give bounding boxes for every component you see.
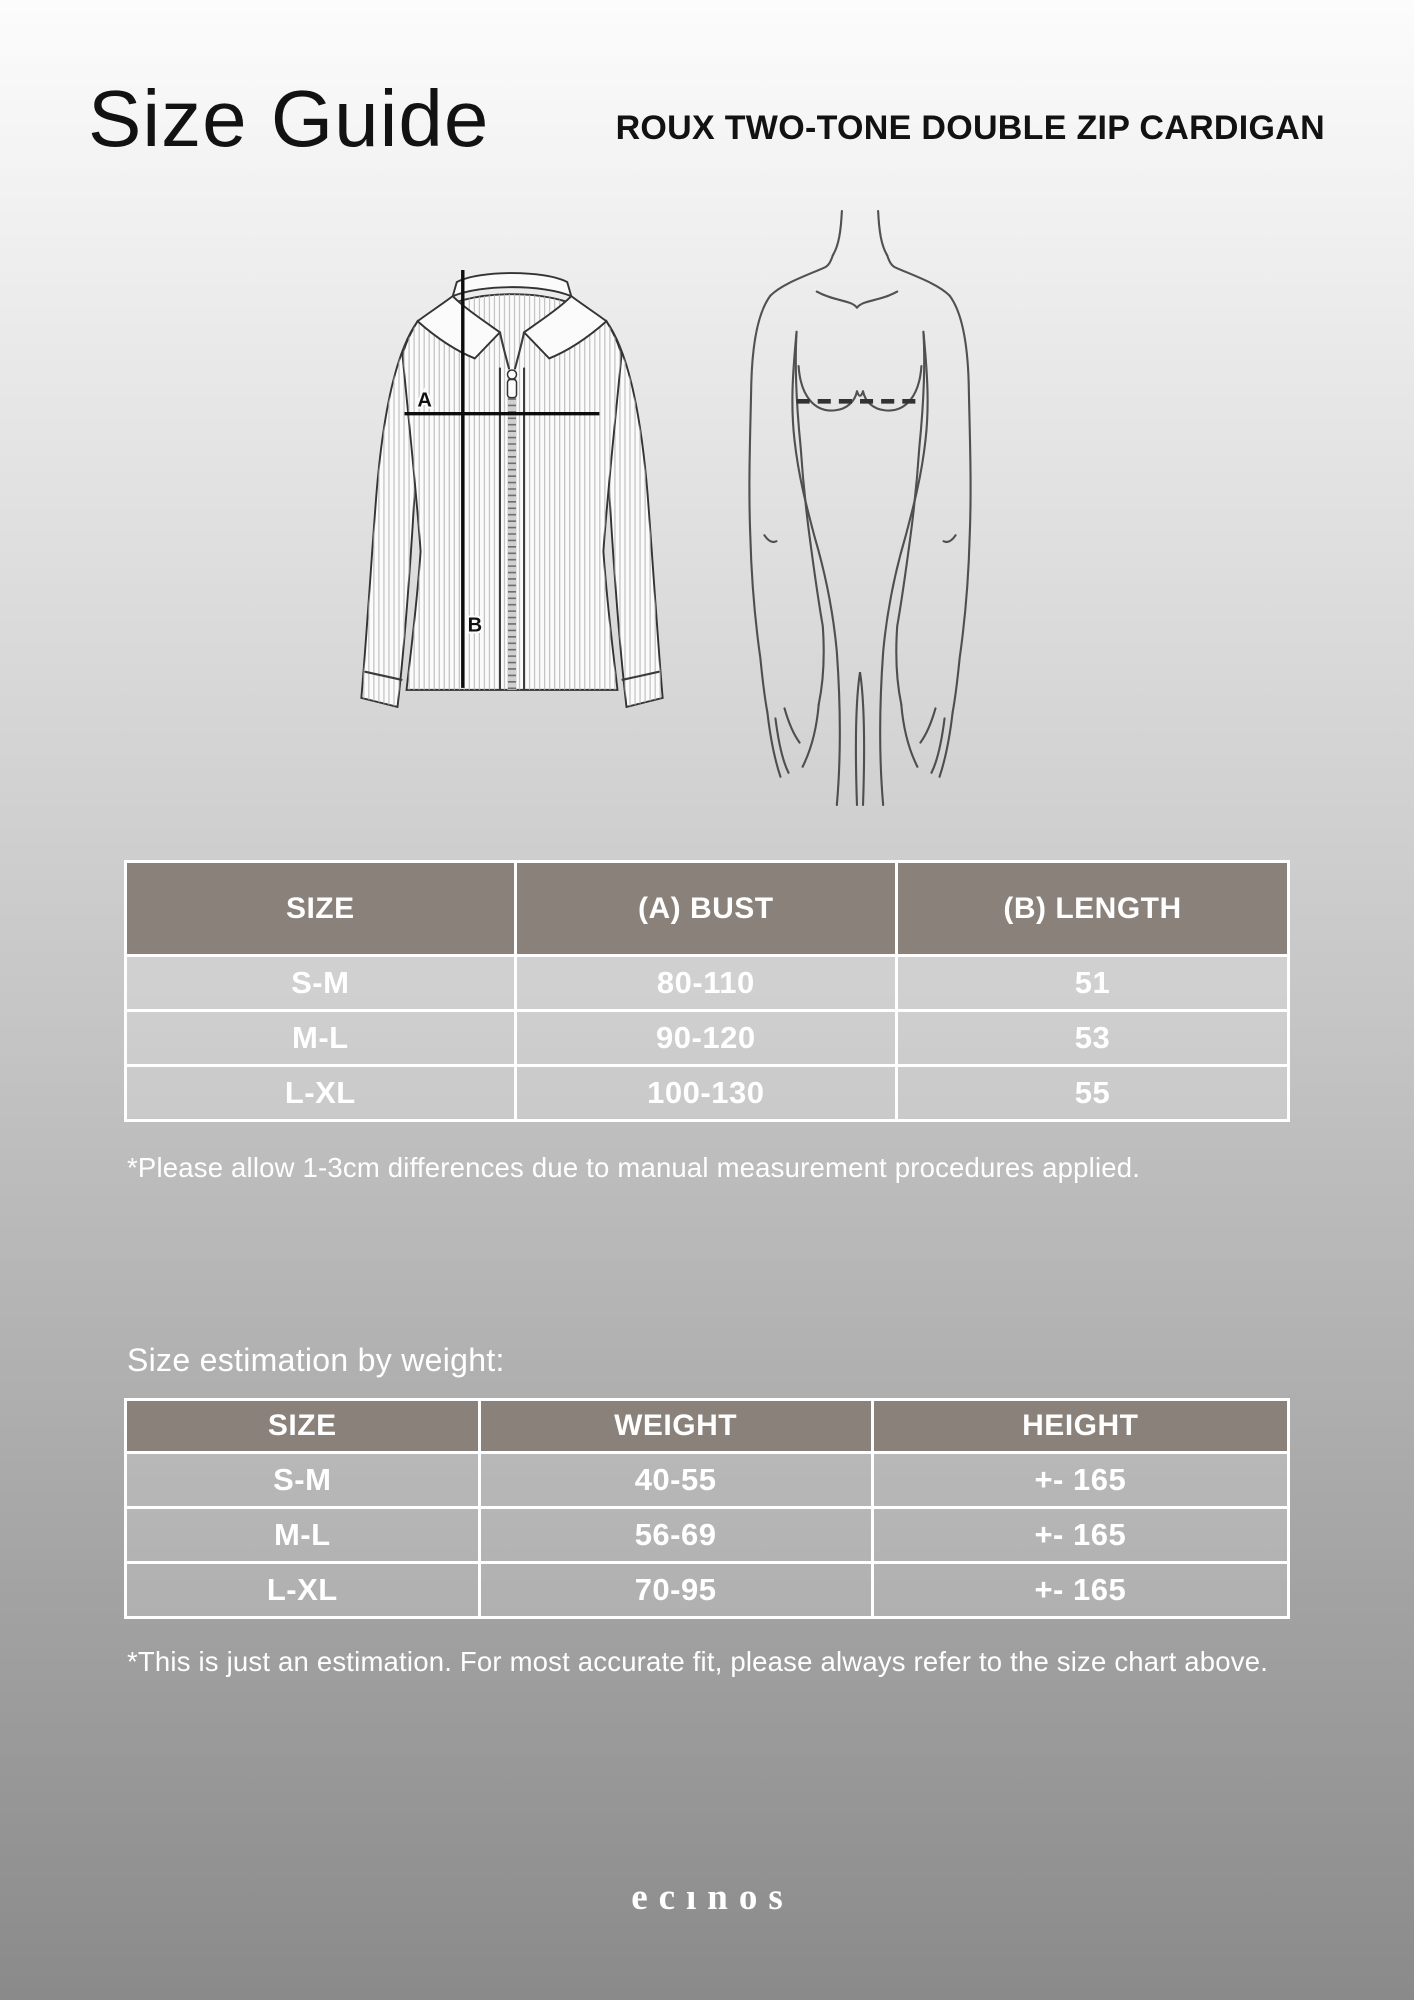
- table-cell: 53: [897, 1011, 1289, 1066]
- table-cell: +- 165: [872, 1563, 1288, 1618]
- table-cell: 80-110: [515, 956, 896, 1011]
- table-cell: S-M: [126, 1453, 480, 1508]
- table-cell: L-XL: [126, 1563, 480, 1618]
- measurement-label-a: A: [417, 389, 432, 412]
- table-row: [126, 956, 1289, 1011]
- cardigan-illustration: [356, 258, 668, 720]
- size-chart-table: [124, 860, 1290, 1122]
- product-name: ROUX TWO-TONE DOUBLE ZIP CARDIGAN: [615, 109, 1325, 147]
- table-row: [126, 1011, 1289, 1066]
- table-cell: +- 165: [872, 1508, 1288, 1563]
- page-title: Size Guide: [88, 74, 490, 163]
- table-cell: 70-95: [479, 1563, 872, 1618]
- measurement-label-b: B: [467, 614, 483, 637]
- size-chart-header-row: [126, 862, 1289, 956]
- column-header-size: SIZE: [126, 862, 516, 956]
- table-cell: 55: [897, 1066, 1289, 1121]
- table-cell: L-XL: [126, 1066, 516, 1121]
- table-row: [126, 1508, 1289, 1563]
- table-row: [126, 1563, 1289, 1618]
- table-cell: S-M: [126, 956, 516, 1011]
- weight-estimation-heading: Size estimation by weight:: [127, 1342, 505, 1378]
- column-header-weight: WEIGHT: [479, 1400, 872, 1453]
- weight-chart-table: [124, 1398, 1290, 1619]
- column-header-length: (B) LENGTH: [897, 862, 1289, 956]
- table-row: [126, 1066, 1289, 1121]
- table-cell: 56-69: [479, 1508, 872, 1563]
- table-cell: +- 165: [872, 1453, 1288, 1508]
- table-cell: 51: [897, 956, 1289, 1011]
- table-cell: 100-130: [515, 1066, 896, 1121]
- estimation-note: *This is just an estimation. For most accurate fit, please always refer to the size chart above.: [127, 1646, 1269, 1677]
- body-silhouette-illustration: [744, 203, 976, 807]
- column-header-size: SIZE: [126, 1400, 480, 1453]
- weight-chart-header-row: [126, 1400, 1289, 1453]
- column-header-bust: (A) BUST: [515, 862, 896, 956]
- measurement-note: *Please allow 1-3cm differences due to manual measurement procedures applied.: [127, 1152, 1141, 1183]
- table-cell: M-L: [126, 1508, 480, 1563]
- table-cell: 90-120: [515, 1011, 896, 1066]
- table-row: [126, 1453, 1289, 1508]
- brand-logo: ecınos: [631, 1877, 794, 1918]
- table-cell: M-L: [126, 1011, 516, 1066]
- table-cell: 40-55: [479, 1453, 872, 1508]
- column-header-height: HEIGHT: [872, 1400, 1288, 1453]
